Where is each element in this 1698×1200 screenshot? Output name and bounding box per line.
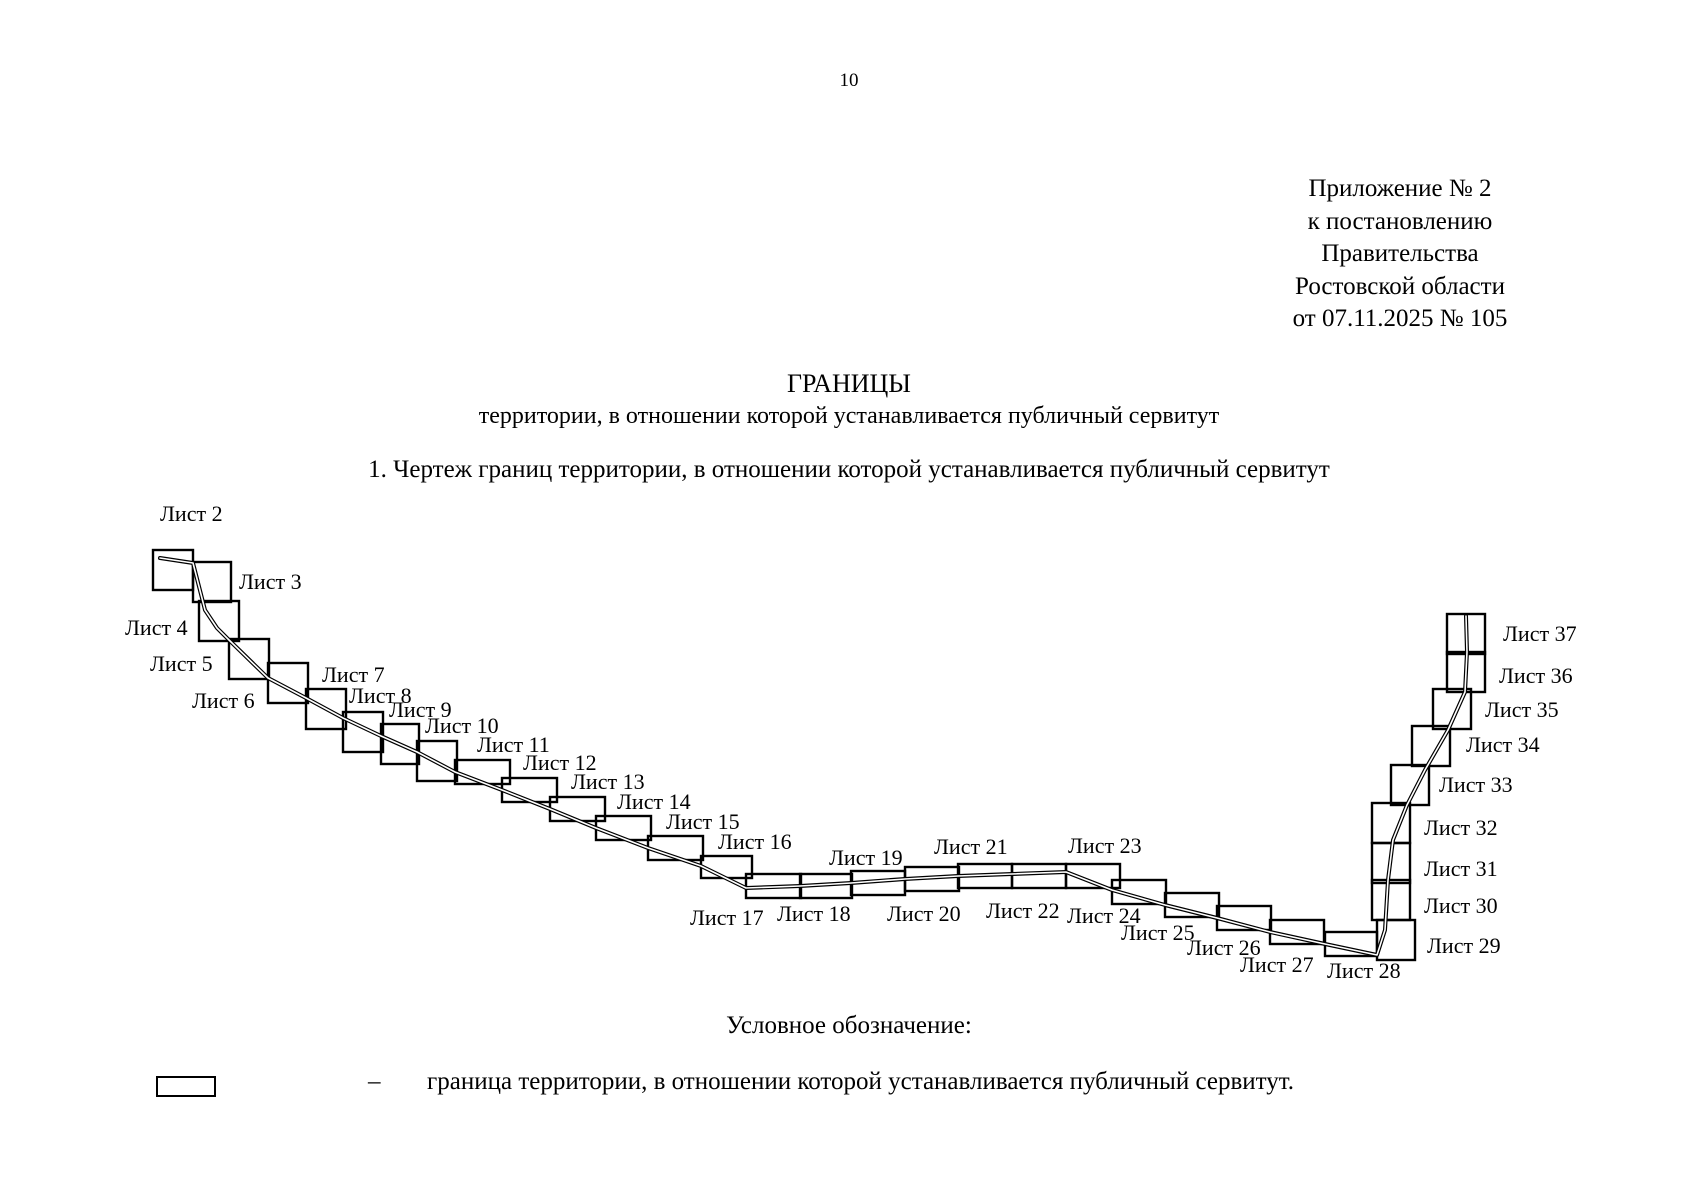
sheet-label: Лист 16: [718, 829, 792, 854]
sheet-label: Лист 28: [1327, 958, 1401, 983]
sheet-label: Лист 25: [1121, 920, 1195, 945]
sheet-label: Лист 7: [322, 662, 385, 687]
sheet-label: Лист 6: [192, 688, 255, 713]
legend-description: граница территории, в отношении которой устанавливается публичный сервитут.: [427, 1068, 1295, 1095]
appendix-line: от 07.11.2025 № 105: [1292, 305, 1508, 332]
sheet-label: Лист 5: [150, 651, 213, 676]
sheet-label: Лист 11: [477, 732, 550, 757]
sheet-label: Лист 10: [425, 713, 499, 738]
sheet-label: Лист 2: [160, 501, 223, 526]
sheet-frame: [1012, 864, 1066, 888]
sheet-label: Лист 24: [1067, 903, 1141, 928]
sheet-label: Лист 22: [986, 898, 1060, 923]
sheet-label: Лист 34: [1466, 732, 1540, 757]
sheet-label: Лист 31: [1424, 856, 1498, 881]
appendix-line: Ростовской области: [1295, 272, 1505, 300]
sheet-label: Лист 35: [1485, 697, 1559, 722]
legend-title: Условное обозначение:: [726, 1012, 972, 1039]
sheet-frame: [153, 550, 193, 590]
page-number: 10: [839, 70, 859, 91]
sheet-label: Лист 12: [523, 750, 597, 775]
sheet-label: Лист 8: [349, 683, 412, 708]
sheet-label: Лист 23: [1068, 833, 1142, 858]
sheet-label: Лист 19: [829, 845, 903, 870]
servitude-route: [160, 558, 1467, 955]
appendix-line: Правительства: [1321, 240, 1479, 267]
legend-dash: –: [368, 1068, 381, 1095]
sheet-label: Лист 18: [777, 901, 851, 926]
sheet-frames: [153, 550, 1485, 960]
sheet-label: Лист 17: [690, 905, 764, 930]
sheet-label: Лист 32: [1424, 815, 1498, 840]
sheet-label: Лист 37: [1503, 621, 1577, 646]
sheet-label: Лист 15: [666, 809, 740, 834]
drawing-caption: 1. Чертеж границ территории, в отношении которой устанавливается публичный сервитут: [368, 456, 1330, 483]
sheet-label: Лист 3: [239, 569, 302, 594]
document-title: ГРАНИЦЫ: [787, 369, 911, 398]
sheet-label: Лист 26: [1187, 935, 1261, 960]
sheet-label: Лист 27: [1240, 952, 1314, 977]
sheet-label: Лист 21: [934, 834, 1008, 859]
sheet-frame: [701, 856, 752, 878]
sheet-label: Лист 36: [1499, 663, 1573, 688]
sheet-label: Лист 14: [617, 789, 691, 814]
sheet-label: Лист 33: [1439, 772, 1513, 797]
sheet-label: Лист 20: [887, 901, 961, 926]
sheet-label: Лист 4: [125, 615, 188, 640]
sheet-label: Лист 13: [571, 769, 645, 794]
sheet-frame: [1372, 880, 1410, 920]
appendix-line: Приложение № 2: [1308, 175, 1492, 202]
sheet-label: Лист 9: [389, 697, 452, 722]
appendix-line: к постановлению: [1307, 207, 1493, 235]
legend-boundary-symbol: [156, 1076, 216, 1097]
sheet-label: Лист 29: [1427, 933, 1501, 958]
document-subtitle: территории, в отношении которой устанавливается публичный сервитут: [478, 403, 1220, 429]
sheet-label: Лист 30: [1424, 893, 1498, 918]
